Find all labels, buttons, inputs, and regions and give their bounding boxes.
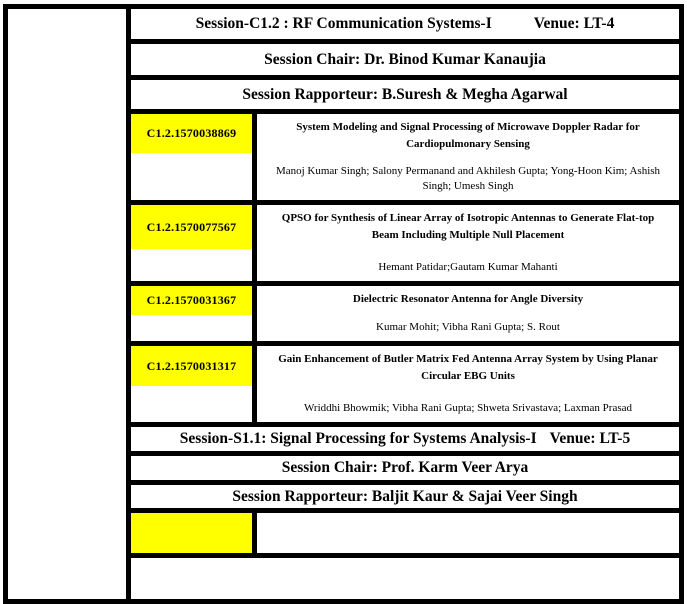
paper-title: QPSO for Synthesis of Linear Array of Isotropic Antennas to Generate Flat-top Beam Including Multiple Null Placement	[281, 212, 655, 241]
paper-id: C1.2.1570038869	[146, 126, 237, 140]
session-c12-rapporteur-row	[131, 80, 679, 114]
paper-info-cell	[257, 513, 679, 553]
session-c12-rapporteur: Session Rapporteur: B.Suresh & Megha Agarwal	[242, 85, 568, 103]
paper-id-highlight	[131, 286, 252, 315]
paper-info-cell	[257, 114, 679, 200]
session-c12-title: Session-C1.2 : RF Communication Systems-I	[195, 15, 492, 32]
session-s11-venue: Venue: LT-5	[549, 430, 631, 447]
paper-id-highlight	[131, 205, 252, 249]
left-empty-column	[8, 9, 131, 599]
paper-row	[131, 114, 679, 205]
paper-id: C1.2.1570031317	[146, 358, 237, 373]
conference-schedule-table	[3, 4, 684, 604]
session-c12-header-row	[131, 9, 679, 44]
paper-id-highlight	[131, 513, 252, 553]
paper-id-cell	[131, 513, 257, 553]
paper-row	[131, 205, 679, 286]
paper-row	[131, 346, 679, 427]
paper-authors: Wriddhi Bhowmik; Vibha Rani Gupta; Shweta Srivastava; Laxman Prasad	[303, 402, 633, 415]
session-s11-chair: Session Chair: Prof. Karm Veer Arya	[281, 459, 529, 476]
paper-id: C1.2.1570077567	[146, 219, 237, 234]
paper-id-cell	[131, 346, 257, 422]
session-s11-rapporteur-row	[131, 485, 679, 513]
paper-id: C1.2.1570031367	[146, 293, 237, 307]
paper-id-cell	[131, 114, 257, 200]
session-c12-venue: Venue: LT-4	[533, 15, 615, 32]
session-s11-rapporteur: Session Rapporteur: Baljit Kaur & Sajai Veer Singh	[232, 487, 578, 505]
paper-info-cell	[257, 205, 679, 281]
paper-info-cell	[257, 346, 679, 422]
paper-row	[131, 286, 679, 346]
paper-id-highlight	[131, 114, 252, 153]
session-c12-chair: Session Chair: Dr. Binod Kumar Kanaujia	[264, 50, 546, 68]
paper-title: System Modeling and Signal Processing of Microwave Doppler Radar for Cardiopulmonary Sensing	[296, 121, 640, 150]
paper-authors: Hemant Patidar;Gautam Kumar Mahanti	[378, 261, 558, 274]
session-s11-header-row	[131, 427, 679, 456]
paper-id-highlight	[131, 346, 252, 386]
session-c12-chair-row	[131, 44, 679, 80]
paper-authors: Kumar Mohit; Vibha Rani Gupta; S. Rout	[376, 321, 560, 334]
paper-info-cell	[257, 286, 679, 341]
paper-row-partial	[131, 513, 679, 558]
paper-title: Gain Enhancement of Butler Matrix Fed Antenna Array System by Using Planar Circular EBG Units	[278, 353, 658, 382]
paper-title: Dielectric Resonator Antenna for Angle Diversity	[352, 293, 584, 305]
session-s11-title: Session-S1.1: Signal Processing for Systems Analysis-I	[179, 430, 537, 447]
paper-id-cell	[131, 205, 257, 281]
session-rows-column	[131, 9, 679, 599]
paper-id-cell	[131, 286, 257, 341]
session-s11-chair-row	[131, 456, 679, 485]
paper-authors: Manoj Kumar Singh; Salony Permanand and Akhilesh Gupta; Yong-Hoon Kim; Ashish Singh; Umesh Singh	[275, 165, 661, 193]
